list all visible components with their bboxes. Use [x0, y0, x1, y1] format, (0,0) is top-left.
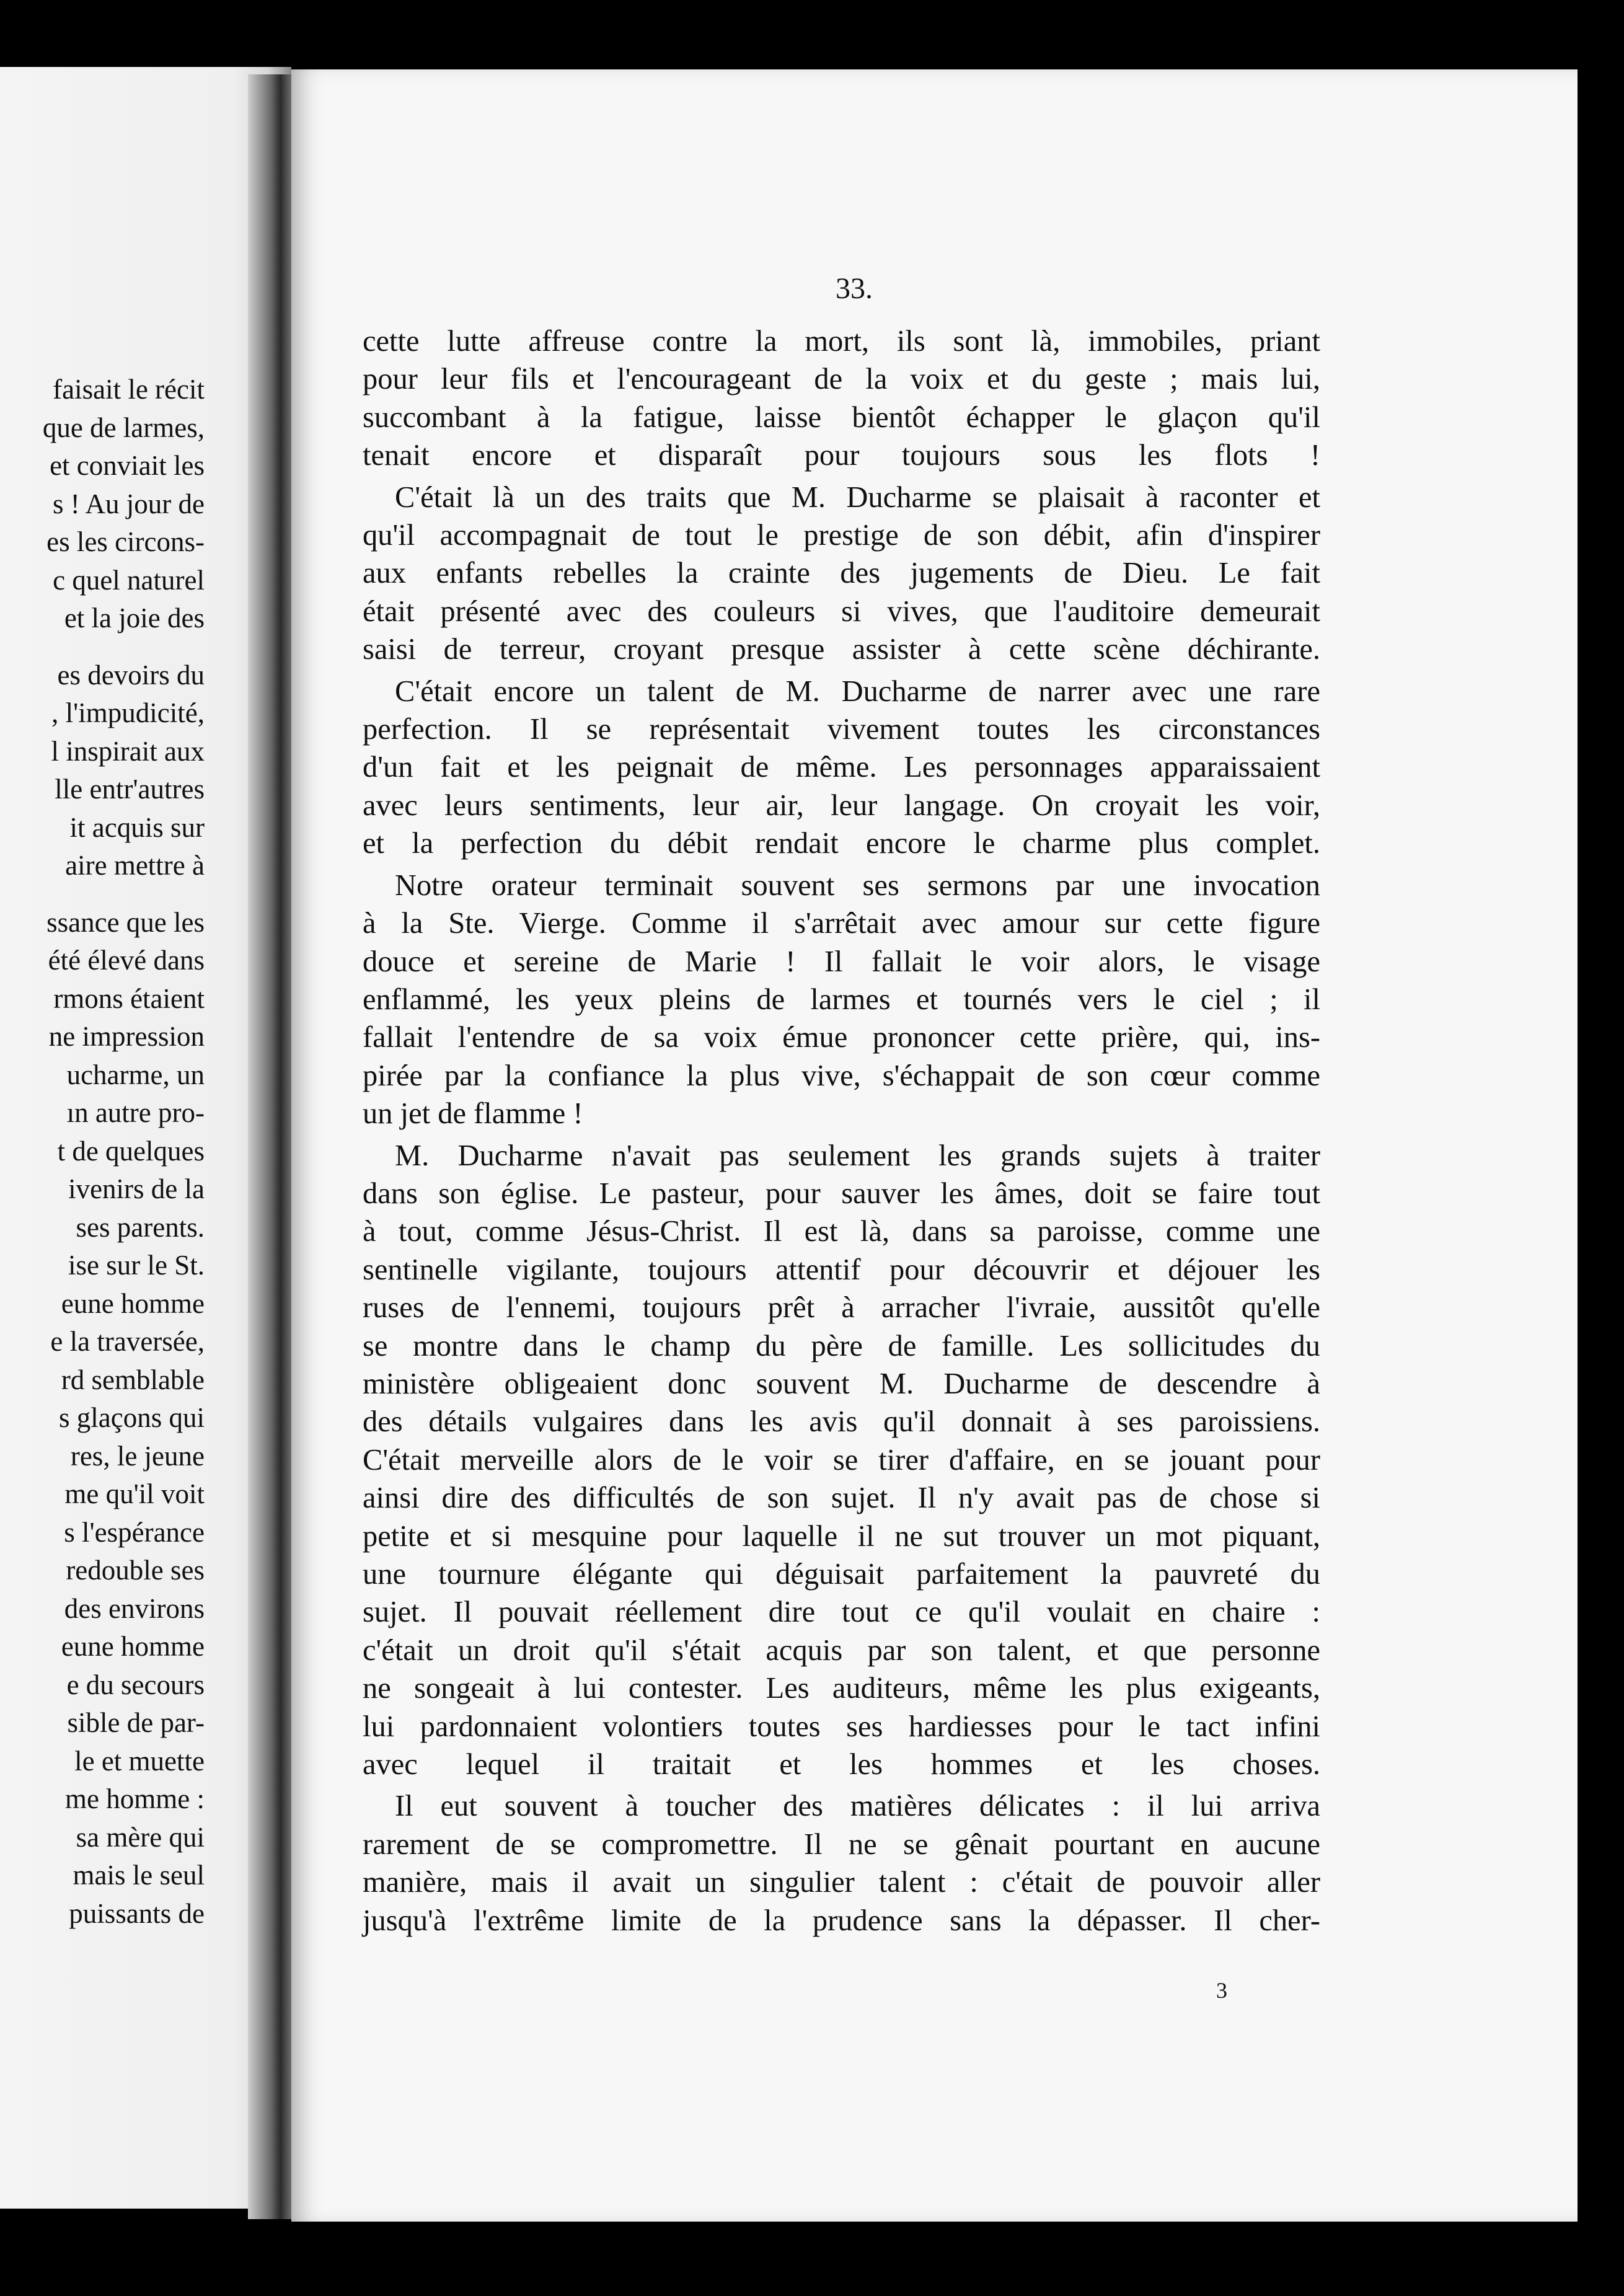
paragraph — [363, 1137, 1320, 1784]
left-page-line: ssance que les — [46, 906, 205, 938]
text-line: M. Ducharme n'avait pas seulement les grands sujets à traiter — [395, 1139, 1320, 1172]
text-line: lui pardonnaient volontiers toutes ses hardiesses pour le tact infini — [363, 1710, 1320, 1743]
left-page-line: me qu'il voit — [64, 1478, 205, 1509]
text-line: rarement de se compromettre. Il ne se gênait pourtant en aucune — [363, 1827, 1320, 1861]
left-page-line: c quel naturel — [53, 564, 205, 596]
text-line: ruses de l'ennemi, toujours prêt à arracher l'ivraie, aussitôt qu'elle — [363, 1291, 1320, 1325]
text-line: tenait encore et disparaît pour toujours sous les flots ! — [363, 439, 1320, 472]
text-line: Il eut souvent à toucher des matières délicates : il lui arriva — [395, 1790, 1320, 1823]
left-page-line: es devoirs du — [57, 659, 205, 691]
signature-mark: 3 — [1216, 1978, 1227, 2003]
text-line: qu'il accompagnait de tout le prestige de son débit, afin d'inspirer — [363, 519, 1320, 552]
left-page-line: et la joie des — [64, 603, 205, 634]
text-line: saisi de terreur, croyant presque assister à cette scène déchirante. — [363, 633, 1320, 666]
text-line: aux enfants rebelles la crainte des jugements de Dieu. Le fait — [363, 557, 1320, 590]
text-line: succombant à la fatigue, laisse bientôt échapper le glaçon qu'il — [363, 400, 1320, 434]
left-page-line: ses parents. — [76, 1211, 205, 1243]
left-page-line: eune homme — [61, 1631, 205, 1662]
left-page-line: it acquis sur — [69, 811, 205, 843]
left-page-line: ne impression — [48, 1021, 205, 1052]
left-page-line: des environs — [64, 1592, 205, 1624]
left-page-line: aire mettre à — [65, 850, 205, 881]
left-page-line: me homme : — [65, 1783, 205, 1814]
text-line: fallait l'entendre de sa voix émue prononcer cette prière, qui, ins- — [363, 1021, 1320, 1054]
text-line: ne songeait à lui contester. Les auditeurs, même les plus exigeants, — [363, 1672, 1320, 1705]
page-number: 33. — [836, 272, 873, 305]
text-line: à la Ste. Vierge. Comme il s'arrêtait avec amour sur cette figure — [363, 907, 1320, 940]
text-line: petite et si mesquine pour laquelle il ne sut trouver un mot piquant, — [363, 1519, 1320, 1553]
text-line: pour leur fils et l'encourageant de la voix et du geste ; mais lui, — [363, 363, 1320, 396]
text-line: c'était un droit qu'il s'était acquis par son talent, et que personne — [363, 1633, 1320, 1667]
left-page-line: le et muette — [74, 1745, 205, 1777]
left-page-line: s l'espérance — [64, 1516, 205, 1548]
left-page-line: redouble ses — [66, 1555, 205, 1586]
text-line: avec lequel il traitait et les hommes et les choses. — [363, 1748, 1320, 1782]
left-page-line: faisait le récit — [53, 374, 205, 405]
left-page-line: sa mère qui — [76, 1821, 205, 1853]
paragraph — [363, 867, 1320, 1133]
text-line: un jet de flamme ! — [363, 1097, 583, 1131]
page-body-text — [363, 322, 1320, 1940]
left-page-line: s ! Au jour de — [53, 488, 205, 519]
left-page-text-column — [0, 371, 205, 1933]
text-line: d'un fait et les peignait de même. Les personnages apparaissaient — [363, 751, 1320, 784]
text-line: C'était encore un talent de M. Ducharme de narrer avec une rare — [395, 674, 1320, 708]
left-page-line: que de larmes, — [42, 412, 205, 443]
text-line: sujet. Il pouvait réellement dire tout ce qu'il voulait en chaire : — [363, 1596, 1320, 1629]
text-line: était présenté avec des couleurs si vives, que l'auditoire demeurait — [363, 594, 1320, 628]
text-line: perfection. Il se représentait vivement toutes les circonstances — [363, 713, 1320, 746]
left-page-line: eune homme — [61, 1287, 205, 1319]
paragraph — [363, 479, 1320, 669]
left-page-line: l inspirait aux — [51, 735, 205, 767]
text-line: avec leurs sentiments, leur air, leur langage. On croyait les voir, — [363, 788, 1320, 822]
paragraph — [363, 322, 1320, 475]
paragraph — [363, 1787, 1320, 1940]
text-line: Notre orateur terminait souvent ses sermons par une invocation — [395, 868, 1320, 902]
left-page-line: es les circons- — [46, 526, 205, 557]
left-page-line: puissants de — [69, 1897, 205, 1929]
left-page-line: et conviait les — [50, 450, 205, 481]
left-page-line: e la traversée, — [50, 1326, 205, 1357]
text-line: C'était là un des traits que M. Ducharme se plaisait à raconter et — [395, 480, 1320, 514]
text-line: sentinelle vigilante, toujours attentif pour découvrir et déjouer les — [363, 1253, 1320, 1286]
left-page-line: mais le seul — [73, 1860, 205, 1891]
left-page-line: lle entr'autres — [55, 774, 205, 805]
left-page-line: res, le jeune — [70, 1440, 205, 1472]
left-page-line: ın autre pro- — [66, 1097, 205, 1128]
left-page-line: , l'impudicité, — [51, 697, 205, 728]
text-line: une tournure élégante qui déguisait parfaitement la pauvreté du — [363, 1558, 1320, 1591]
left-page-line: ise sur le St. — [68, 1250, 205, 1281]
text-line: et la perfection du débit rendait encore le charme plus complet. — [363, 827, 1320, 860]
text-line: des détails vulgaires dans les avis qu'il donnait à ses paroissiens. — [363, 1405, 1320, 1439]
left-page-line: été élevé dans — [48, 945, 205, 976]
left-page-line: t de quelques — [57, 1135, 205, 1167]
left-page-line — [0, 638, 205, 656]
text-line: dans son église. Le pasteur, pour sauver les âmes, doit se faire tout — [363, 1177, 1320, 1210]
text-line: pirée par la confiance la plus vive, s'échappait de son cœur comme — [363, 1059, 1320, 1092]
left-page-line: sible de par- — [67, 1707, 205, 1738]
text-line: ainsi dire des difficultés de son sujet. Il n'y avait pas de chose si — [363, 1481, 1320, 1515]
left-page-line: rd semblable — [61, 1364, 205, 1395]
left-page-line: ucharme, un — [66, 1059, 205, 1090]
text-line: C'était merveille alors de le voir se tirer d'affaire, en se jouant pour — [363, 1443, 1320, 1477]
text-line: douce et sereine de Marie ! Il fallait le voir alors, le visage — [363, 945, 1320, 978]
left-page-line: ivenirs de la — [68, 1173, 205, 1204]
text-line: à tout, comme Jésus-Christ. Il est là, dans sa paroisse, comme une — [363, 1215, 1320, 1248]
text-line: cette lutte affreuse contre la mort, ils sont là, immobiles, priant — [363, 325, 1320, 358]
left-page-line: s glaçons qui — [59, 1402, 205, 1433]
text-line: se montre dans le champ du père de famille. Les sollicitudes du — [363, 1329, 1320, 1362]
left-page-line — [0, 885, 205, 904]
text-line: enflammé, les yeux pleins de larmes et tournés vers le ciel ; il — [363, 982, 1320, 1016]
text-line: jusqu'à l'extrême limite de la prudence sans la dépasser. Il cher- — [363, 1904, 1320, 1937]
left-page-line: e du secours — [66, 1669, 205, 1700]
left-page-line: rmons étaient — [53, 982, 205, 1014]
paragraph — [363, 673, 1320, 863]
text-line: manière, mais il avait un singulier talent : c'était de pouvoir aller — [363, 1866, 1320, 1899]
text-line: ministère obligeaient donc souvent M. Ducharme de descendre à — [363, 1367, 1320, 1400]
